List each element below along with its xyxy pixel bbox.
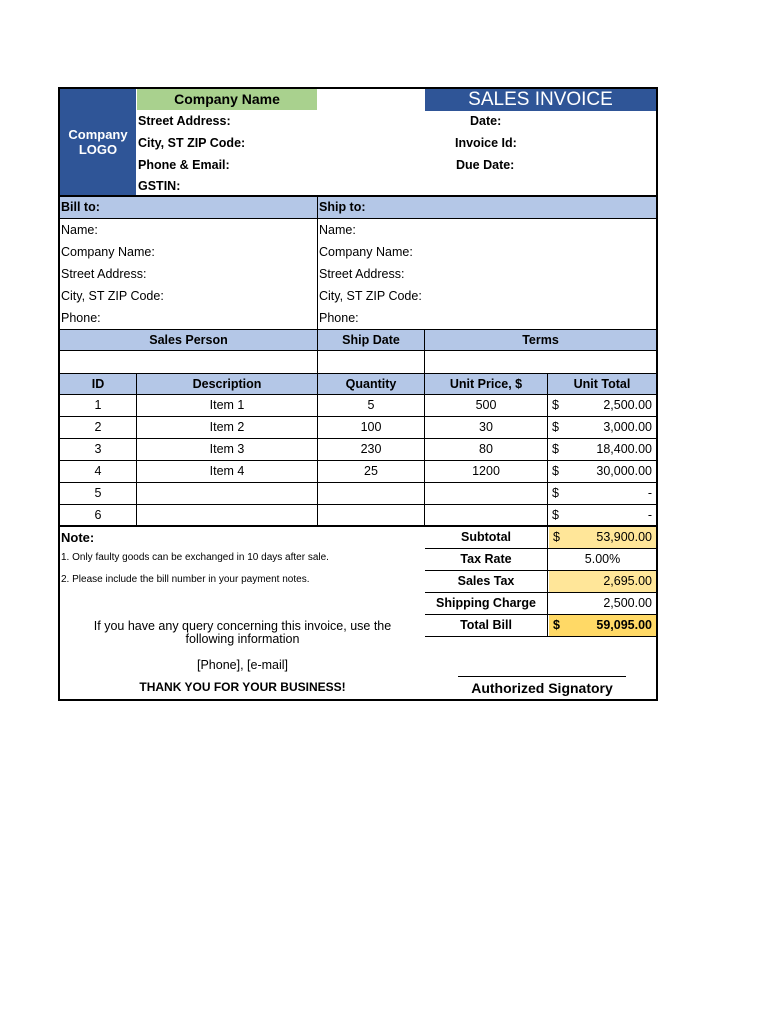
- query-line-1: If you have any query concerning this invoice, use the: [93, 619, 392, 633]
- total-currency: $: [553, 618, 560, 632]
- item-currency: $: [552, 486, 559, 500]
- contact-info: [Phone], [e-mail]: [196, 658, 288, 672]
- ship-to-city-zip[interactable]: City, ST ZIP Code:: [319, 289, 422, 303]
- ship-to-street-address[interactable]: Street Address:: [319, 267, 405, 281]
- ship-to-title: Ship to:: [319, 200, 366, 214]
- subtotal-value: [549, 527, 656, 548]
- invoice-id[interactable]: Invoice Id:: [455, 136, 517, 150]
- bill-ship-header: [60, 197, 656, 219]
- sales-tax-row: [425, 571, 656, 593]
- item-description[interactable]: Item 3: [137, 439, 318, 460]
- bill-to-name[interactable]: Name:: [61, 223, 98, 237]
- sales-person-value[interactable]: [60, 351, 318, 373]
- ship-to-phone[interactable]: Phone:: [319, 311, 359, 325]
- invoice-title: SALES INVOICE: [425, 89, 656, 111]
- unit-total-header: Unit Total: [573, 377, 631, 391]
- thank-you-text: THANK YOU FOR YOUR BUSINESS!: [139, 680, 346, 694]
- unit-price-header: Unit Price, $: [425, 374, 548, 394]
- item-unit-price[interactable]: [425, 483, 548, 504]
- signature-line: [458, 676, 626, 677]
- item-description[interactable]: Item 2: [137, 417, 318, 438]
- item-unit-price[interactable]: 80: [425, 439, 548, 460]
- bill-to-company-name[interactable]: Company Name:: [61, 245, 155, 259]
- company-street-address[interactable]: Street Address:: [138, 114, 231, 128]
- total-label: Total Bill: [425, 615, 548, 636]
- sales-tax-amount: 2,695.00: [603, 574, 652, 588]
- sales-tax-label: Sales Tax: [425, 571, 548, 592]
- query-text: [60, 620, 425, 646]
- quantity-header: Quantity: [318, 374, 425, 394]
- logo-line-1: Company: [68, 127, 128, 142]
- note-2: 2. Please include the bill number in your payment notes.: [61, 574, 310, 585]
- table-row: [60, 395, 656, 417]
- sales-tax-value: [549, 571, 656, 592]
- note-1: 1. Only faulty goods can be exchanged in 10 days after sale.: [61, 552, 329, 563]
- table-row: [60, 505, 656, 527]
- item-quantity[interactable]: 230: [318, 439, 425, 460]
- authorized-signatory: Authorized Signatory: [471, 680, 613, 696]
- company-logo: [60, 89, 136, 195]
- table-row: [60, 439, 656, 461]
- item-id[interactable]: 3: [60, 439, 137, 460]
- item-unit-price[interactable]: 1200: [425, 461, 548, 482]
- shipping-row: [425, 593, 656, 615]
- item-currency: $: [552, 420, 559, 434]
- item-description[interactable]: Item 1: [137, 395, 318, 416]
- item-currency: $: [552, 464, 559, 478]
- company-phone-email[interactable]: Phone & Email:: [138, 158, 230, 172]
- shipping-value[interactable]: [549, 593, 656, 614]
- shipping-label: Shipping Charge: [425, 593, 548, 614]
- table-row: [60, 483, 656, 505]
- total-value: [549, 615, 656, 636]
- item-total-amount: 18,400.00: [596, 442, 652, 456]
- terms-value[interactable]: [425, 351, 656, 373]
- item-quantity[interactable]: 5: [318, 395, 425, 416]
- item-total-amount: 30,000.00: [596, 464, 652, 478]
- total-row: [425, 615, 656, 637]
- tax-rate-label: Tax Rate: [425, 549, 548, 570]
- item-quantity[interactable]: 100: [318, 417, 425, 438]
- invoice-header: [60, 89, 656, 197]
- bill-ship-divider: [317, 197, 318, 330]
- sales-person-header: Sales Person: [60, 330, 318, 350]
- item-unit-total: [548, 461, 656, 482]
- total-amount: 59,095.00: [596, 618, 652, 632]
- subtotal-label: Subtotal: [425, 527, 548, 548]
- item-id[interactable]: 2: [60, 417, 137, 438]
- subtotal-row: [425, 527, 656, 549]
- invoice-due-date[interactable]: Due Date:: [456, 158, 515, 172]
- item-total-amount: -: [647, 508, 652, 522]
- item-description[interactable]: Item 4: [137, 461, 318, 482]
- item-quantity[interactable]: [318, 505, 425, 525]
- item-id[interactable]: 4: [60, 461, 137, 482]
- ship-date-header: Ship Date: [318, 330, 425, 350]
- item-unit-price[interactable]: [425, 505, 548, 525]
- table-row: [60, 461, 656, 483]
- sales-invoice: [58, 87, 658, 701]
- bill-to-phone[interactable]: Phone:: [61, 311, 101, 325]
- bill-to-street-address[interactable]: Street Address:: [61, 267, 147, 281]
- item-unit-total: [548, 395, 656, 416]
- id-header: ID: [60, 374, 137, 394]
- item-currency: $: [552, 442, 559, 456]
- item-unit-total: [548, 505, 656, 525]
- items-header: [60, 373, 656, 395]
- item-total-amount: 2,500.00: [603, 398, 652, 412]
- item-id[interactable]: 1: [60, 395, 137, 416]
- company-city-zip[interactable]: City, ST ZIP Code:: [138, 136, 246, 150]
- item-total-amount: 3,000.00: [603, 420, 652, 434]
- shipping-amount: 2,500.00: [603, 596, 652, 610]
- subtotal-currency: $: [553, 530, 560, 544]
- table-row: [60, 417, 656, 439]
- company-gstin[interactable]: GSTIN:: [138, 179, 181, 193]
- notes-area: [60, 527, 425, 699]
- item-unit-total: [548, 439, 656, 460]
- item-total-amount: -: [647, 486, 652, 500]
- ship-date-value[interactable]: [318, 351, 425, 373]
- query-line-2: following information: [185, 632, 300, 646]
- item-unit-price[interactable]: 30: [425, 417, 548, 438]
- item-description[interactable]: [137, 505, 318, 525]
- sales-info-header: [60, 329, 656, 351]
- logo-line-2: LOGO: [78, 142, 118, 157]
- item-id[interactable]: 5: [60, 483, 137, 504]
- subtotal-amount: 53,900.00: [596, 530, 652, 544]
- bill-to-title: Bill to:: [61, 200, 100, 214]
- company-name[interactable]: Company Name: [137, 89, 317, 110]
- item-description[interactable]: [137, 483, 318, 504]
- notes-title: Note:: [61, 530, 95, 545]
- item-quantity[interactable]: 25: [318, 461, 425, 482]
- tax-rate-row: [425, 549, 656, 571]
- sales-info-row: [60, 351, 656, 373]
- item-unit-total: [548, 417, 656, 438]
- item-currency: $: [552, 398, 559, 412]
- ship-to-company-name[interactable]: Company Name:: [319, 245, 413, 259]
- item-unit-total: [548, 483, 656, 504]
- bill-to-city-zip[interactable]: City, ST ZIP Code:: [61, 289, 164, 303]
- item-currency: $: [552, 508, 559, 522]
- item-id[interactable]: 6: [60, 505, 137, 525]
- item-unit-price[interactable]: 500: [425, 395, 548, 416]
- item-quantity[interactable]: [318, 483, 425, 504]
- tax-rate-value[interactable]: 5.00%: [584, 552, 621, 566]
- terms-header: Terms: [522, 333, 559, 347]
- invoice-date[interactable]: Date:: [470, 114, 502, 128]
- summary-table: [425, 527, 656, 637]
- ship-to-name[interactable]: Name:: [319, 223, 356, 237]
- description-header: Description: [137, 374, 318, 394]
